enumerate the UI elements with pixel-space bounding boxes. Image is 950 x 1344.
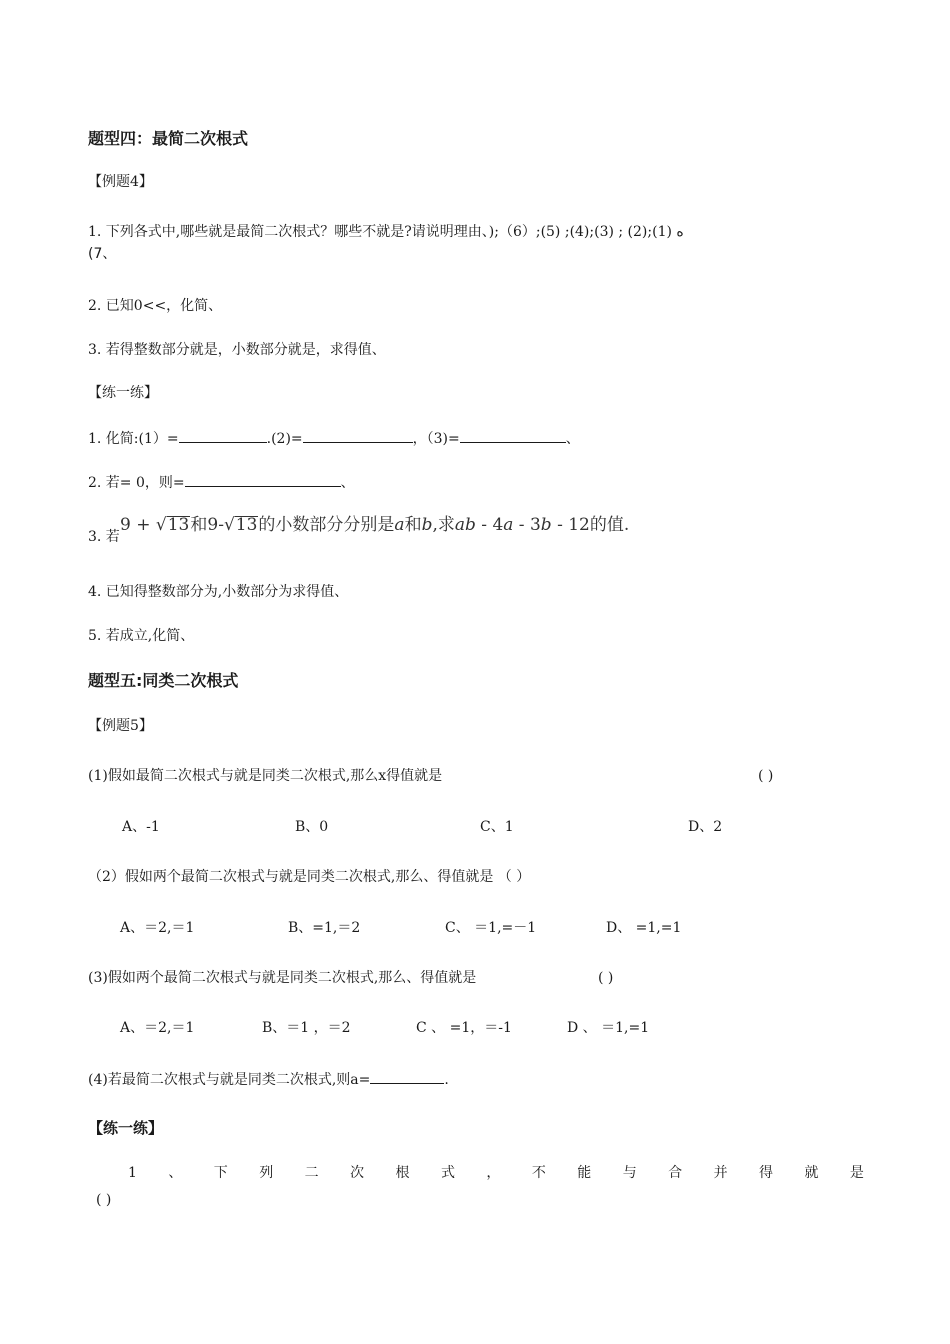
q3-text: 3. 若得整数部分就是，小数部分就是，求得值、 (88, 342, 386, 358)
e2-option-a[interactable]: A、＝2,＝1 (120, 920, 195, 936)
p5-text: 5. 若成立,化简、 (88, 628, 195, 644)
p1-blank-3[interactable] (460, 428, 566, 443)
pr1-answer-paren[interactable]: ( ) (96, 1192, 112, 1208)
p3-formula (120, 514, 629, 536)
q2-text: 2. 已知0<<，化简、 (88, 298, 223, 314)
math-var-b-2: b (540, 515, 552, 535)
p3-prefix: 3. 若 (88, 529, 120, 545)
p1-part-b: .(2)= (266, 431, 303, 447)
e4-text (88, 1069, 449, 1090)
e3-option-a[interactable]: A、＝2,＝1 (120, 1020, 195, 1036)
pr1-char: 能 (577, 1165, 592, 1181)
e3-option-d[interactable]: D 、 ＝1,=1 (567, 1020, 650, 1036)
e1-text: (1)假如最简二次根式与就是同类二次根式,那么x得值就是 (88, 768, 443, 784)
e3-answer-paren[interactable]: ( ) (598, 970, 614, 986)
pr1-char: 、 (168, 1165, 183, 1181)
section5-title: 题型五:同类二次根式 (88, 671, 239, 690)
e2-option-c[interactable]: C、 ＝1,=－1 (445, 920, 537, 936)
math-and-2: 和 (404, 515, 422, 535)
q1-main: 1. 下列各式中,哪些就是最简二次根式？哪些不就是?请说明理由、);（6）;(5) ;(4);(3) ; (2);(1) (88, 224, 677, 240)
p1-part-a: 1. 化简:(1）= (88, 431, 179, 447)
e2-text: （2）假如两个最简二次根式与就是同类二次根式,那么、得值就是 （ ） (88, 869, 531, 885)
math-radicand: 13 (167, 515, 190, 535)
pr1-char: 下 (213, 1165, 228, 1181)
p2-part-b: 、 (340, 475, 355, 491)
pr1-char: 1 (128, 1165, 137, 1181)
math-minus-12: - 12 (551, 515, 590, 535)
pr1-char: 得 (759, 1165, 774, 1181)
e1-option-a[interactable]: A、-1 (122, 819, 160, 835)
pr1-char: 与 (622, 1165, 637, 1181)
e1-option-d[interactable]: D、2 (688, 819, 723, 835)
practice4-label: 【练一练】 (88, 385, 158, 401)
p2-blank[interactable] (185, 472, 341, 487)
math-minus-3: - 3 (513, 515, 541, 535)
pr1-char: 并 (713, 1165, 728, 1181)
p2-part-a: 2. 若= 0，则= (88, 475, 185, 491)
section4-title: 题型四：最简二次根式 (88, 129, 249, 148)
pr1-char: 次 (350, 1165, 365, 1181)
e4-blank[interactable] (370, 1069, 444, 1084)
p1-blank-1[interactable] (179, 428, 267, 443)
p4-text: 4. 已知得整数部分为,小数部分为求得值、 (88, 584, 349, 600)
practice5-label: 【练一练】 (88, 1119, 164, 1137)
math-var-b: b (421, 515, 433, 535)
e2-option-d[interactable]: D、 =1,=1 (606, 920, 682, 936)
e4-part-b: . (444, 1072, 449, 1088)
q1-tail: ﻩ (676, 224, 684, 240)
math-var-ab: ab (454, 515, 476, 535)
pr1-char: 根 (395, 1165, 410, 1181)
math-radicand-2: 13 (235, 515, 258, 535)
math-nine: 9 (120, 515, 131, 535)
pr1-char: 二 (304, 1165, 319, 1181)
math-nine-minus: 9- (207, 515, 224, 535)
e1-option-c[interactable]: C、1 (480, 819, 514, 835)
p1-blank-2[interactable] (303, 428, 413, 443)
pr1-char: ， (486, 1165, 501, 1181)
math-var-a-2: a (503, 515, 514, 535)
pr1-char: 是 (849, 1165, 864, 1181)
p1-part-c: ，（3)= (412, 431, 460, 447)
sqrt-symbol-2: √ (223, 515, 235, 535)
pr1-question (128, 1163, 864, 1183)
pr1-char: 式 (440, 1165, 455, 1181)
sqrt-symbol: √ (155, 515, 167, 535)
math-plus: + (130, 515, 156, 535)
math-and: 和 (190, 515, 208, 535)
math-comma: ,求 (432, 515, 455, 535)
example4-label: 【例题4】 (88, 174, 153, 190)
pr1-char: 列 (259, 1165, 274, 1181)
math-tail: 的值. (589, 515, 630, 535)
math-var-a: a (394, 515, 405, 535)
p1-text (88, 428, 580, 449)
e1-answer-paren[interactable]: ( ) (758, 768, 774, 784)
p2-text (88, 472, 355, 493)
p1-part-d: 、 (565, 431, 580, 447)
e3-option-c[interactable]: C 、 =1，＝-1 (416, 1020, 512, 1036)
pr1-char: 不 (531, 1165, 546, 1181)
e1-option-b[interactable]: B、0 (295, 819, 329, 835)
example5-label: 【例题5】 (88, 718, 153, 734)
e2-option-b[interactable]: B、=1,＝2 (288, 920, 361, 936)
e3-text: (3)假如两个最简二次根式与就是同类二次根式,那么、得值就是 (88, 970, 477, 986)
math-mid: 的小数部分分别是 (258, 515, 395, 535)
e3-option-b[interactable]: B、＝1 ，＝2 (262, 1020, 351, 1036)
q1-continuation: (7、 (88, 246, 117, 262)
math-minus-4: - 4 (475, 515, 504, 535)
e4-part-a: (4)若最简二次根式与就是同类二次根式,则a= (88, 1072, 371, 1088)
q1-text (88, 222, 684, 242)
pr1-char: 就 (804, 1165, 819, 1181)
pr1-char: 合 (668, 1165, 683, 1181)
